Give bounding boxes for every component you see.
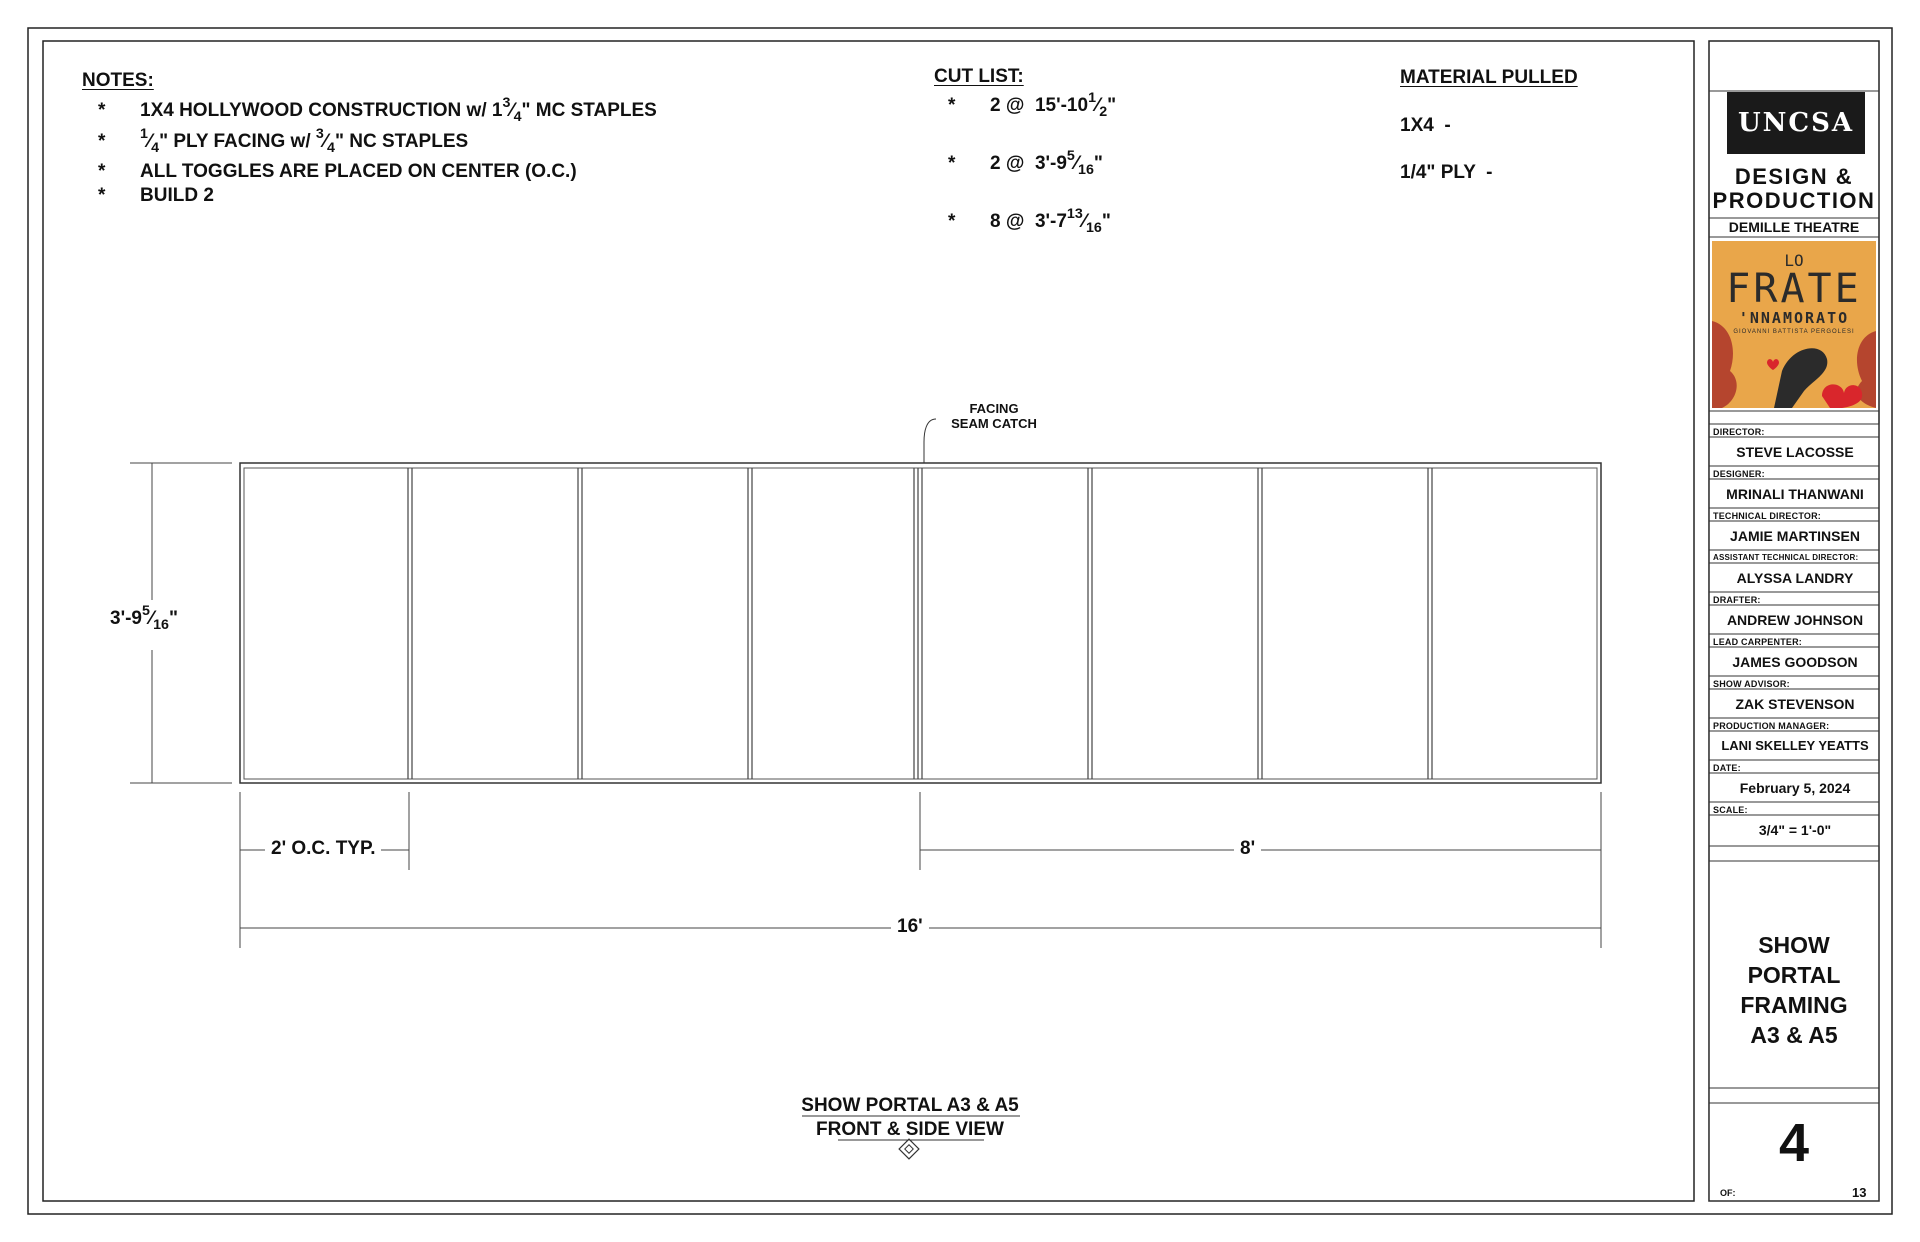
sheet-number: 4 bbox=[1778, 1113, 1810, 1173]
material-item-1x4: 1X4 - bbox=[1400, 115, 1451, 136]
director-value: STEVE LACOSSE bbox=[1736, 444, 1854, 460]
assistant-td-label: ASSISTANT TECHNICAL DIRECTOR: bbox=[1713, 553, 1859, 562]
poster-title-line2: FRATE bbox=[1726, 266, 1862, 312]
show-poster bbox=[1712, 241, 1876, 408]
note-item: * BUILD 2 bbox=[98, 185, 214, 206]
note-item: * 1X4 HOLLYWOOD CONSTRUCTION w/ $1^3⁄_4$" MC STAPLES bbox=[98, 94, 657, 125]
half-dim-label: 8' bbox=[1234, 838, 1261, 860]
drafter-value: ANDREW JOHNSON bbox=[1726, 612, 1864, 628]
designer-value: MRINALI THANWANI bbox=[1726, 486, 1864, 502]
cut-list-item: * 2 @ $3'-9^5⁄_{16}$" bbox=[948, 147, 1103, 178]
note-item: * $^1⁄_4$" PLY FACING w/ $^3⁄_4$" NC STAPLES bbox=[98, 125, 469, 156]
scale-label: SCALE: bbox=[1713, 805, 1748, 815]
height-dim-label: $3'-9^5⁄_{16}$" bbox=[104, 608, 184, 630]
technical-director-label: TECHNICAL DIRECTOR: bbox=[1713, 511, 1821, 521]
show-advisor-label: SHOW ADVISOR: bbox=[1713, 679, 1790, 689]
heart-icon bbox=[1822, 384, 1862, 408]
technical-director-value: JAMIE MARTINSEN bbox=[1730, 528, 1860, 544]
poster-title-line1: LO bbox=[1784, 251, 1804, 270]
production-manager-label: PRODUCTION MANAGER: bbox=[1713, 721, 1830, 731]
lead-carpenter-label: LEAD CARPENTER: bbox=[1713, 637, 1803, 647]
oc-dim-label: 2' O.C. TYP. bbox=[265, 838, 381, 860]
frame-outline bbox=[240, 463, 1601, 783]
notes-heading: NOTES: bbox=[82, 70, 154, 91]
view-title: SHOW PORTAL A3 & A5 FRONT & SIDE VIEW bbox=[801, 1095, 1019, 1140]
cut-list-heading: CUT LIST: bbox=[934, 66, 1024, 87]
material-item-ply: 1/4" PLY - bbox=[1400, 162, 1493, 183]
poster-title-line3: 'NNAMORATO bbox=[1738, 309, 1850, 327]
uncsa-logo: UNCSA bbox=[1727, 92, 1865, 154]
total-dim-label: 16' bbox=[891, 916, 929, 938]
poster-composer: GIOVANNI BATTISTA PERGOLESI bbox=[1733, 329, 1855, 335]
show-advisor-value: ZAK STEVENSON bbox=[1735, 696, 1855, 712]
production-manager-value: LANI SKELLEY YEATTS bbox=[1721, 738, 1869, 753]
cut-list-item: * 2 @ $15'-10^1⁄_2$" bbox=[948, 89, 1117, 120]
material-heading: MATERIAL PULLED bbox=[1400, 67, 1578, 88]
date-label: DATE: bbox=[1713, 763, 1741, 773]
designer-label: DESIGNER: bbox=[1713, 469, 1765, 479]
heart-icon bbox=[1767, 359, 1779, 370]
lead-carpenter-value: JAMES GOODSON bbox=[1732, 654, 1858, 670]
assistant-td-value: ALYSSA LANDRY bbox=[1736, 570, 1854, 586]
theatre-name: DEMILLE THEATRE bbox=[1728, 219, 1860, 235]
toggles bbox=[408, 468, 1432, 779]
callout-leader bbox=[924, 419, 936, 463]
note-item: * ALL TOGGLES ARE PLACED ON CENTER (O.C.) bbox=[98, 161, 577, 182]
view-symbol-icon bbox=[899, 1139, 919, 1159]
sheet-title: SHOW PORTAL FRAMING A3 & A5 bbox=[1740, 932, 1848, 1048]
director-label: DIRECTOR: bbox=[1713, 427, 1765, 437]
facing-seam-callout: FACING SEAM CATCH bbox=[951, 401, 1037, 431]
sheet-of-label: OF: bbox=[1720, 1188, 1736, 1198]
scale-value: 3/4" = 1'-0" bbox=[1758, 822, 1832, 838]
date-value: February 5, 2024 bbox=[1739, 780, 1851, 796]
department-name: DESIGN & PRODUCTION bbox=[1712, 164, 1876, 213]
frame-inner-line bbox=[244, 468, 1597, 779]
drafter-label: DRAFTER: bbox=[1713, 595, 1761, 605]
cut-list-item: * 8 @ $3'-7^{13}⁄_{16}$" bbox=[948, 205, 1111, 236]
sheet-total: 13 bbox=[1852, 1185, 1867, 1200]
